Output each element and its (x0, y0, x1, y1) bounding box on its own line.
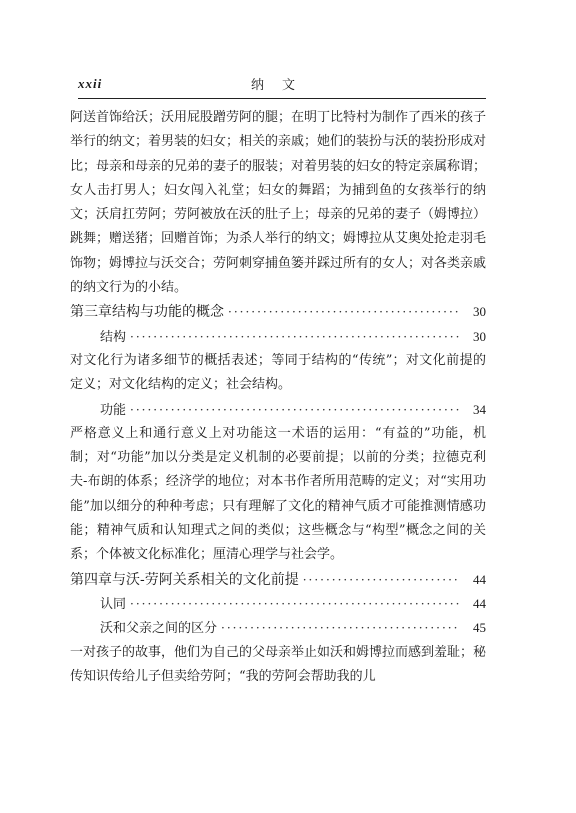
dot-leader (221, 616, 460, 640)
toc-page-number: 30 (473, 328, 486, 344)
toc-summary: 一对孩子的故事，他们为自己的父母亲举止如沃和姆博拉而感到羞耻；秘传知识传给儿子但卖给劳阿；“我的劳阿会帮助我的儿 (70, 644, 487, 684)
section-title: 结构 (100, 329, 127, 345)
dot-leader (303, 568, 460, 592)
toc-page-number: 44 (473, 595, 486, 611)
toc-page-number: 30 (473, 304, 486, 320)
chapter-title: 结构与功能的概念 (112, 304, 224, 321)
header-rule (78, 98, 486, 99)
toc-chapter (70, 300, 486, 324)
toc-section (70, 325, 486, 349)
toc-summary: 严格意义上和通行意义上对功能这一术语的运用：“有益的”功能，机制；对“功能”加以分类是定义机制的必要前提；以前的分类；拉德克利夫-布朗的体系；经济学的地位；对本书作者所用范畴的定义；对“实用功能”加以细分的种种考虑；只有理解了文化的精神气质才可能推测情感功能；精神气质和认知理式之间的类似；这些概念与“构型”概念之间的关系；个体被文化标准化；厘清心理学与社会学。 (70, 425, 486, 563)
running-title: 纳文 (250, 78, 313, 93)
table-of-contents (70, 106, 486, 689)
toc-section (70, 398, 486, 422)
toc-page-number: 34 (473, 401, 486, 417)
section-title: 认同 (100, 596, 127, 612)
toc-section (70, 616, 486, 640)
page-number: xxii (78, 76, 103, 91)
dot-leader (130, 592, 460, 616)
dot-leader (130, 398, 460, 422)
toc-chapter (70, 568, 486, 592)
toc-page-number: 45 (473, 620, 486, 636)
chapter-number: 第四章 (70, 571, 112, 588)
chapter-number: 第三章 (70, 304, 112, 321)
toc-summary: 对文化行为诸多细节的概括表述；等同于结构的“传统”；对文化前提的定义；对文化结构的定义；社会结构。 (70, 352, 486, 393)
section-title: 功能 (100, 402, 127, 418)
dot-leader (130, 325, 460, 349)
running-header (78, 74, 486, 96)
toc-page-number: 44 (473, 571, 486, 587)
section-title: 沃和父亲之间的区分 (100, 621, 218, 637)
dot-leader (228, 300, 460, 324)
toc-section (70, 592, 486, 616)
toc-summary: 阿送首饰给沃；沃用屁股蹭劳阿的腿；在明丁比特村为制作了西米的孩子举行的纳文；着男装的妇女；相关的亲戚；她们的装扮与沃的装扮形成对比；母亲和母亲的兄弟的妻子的服装；对着男装的妇女的特定亲属称谓；女人击打男人；妇女闯入礼堂；妇女的舞蹈；为捕到鱼的女孩举行的纳文；沃肩扛劳阿；劳阿被放在沃的肚子上；母亲的兄弟的妻子（姆博拉）跳舞；赠送猪；回赠首饰；为杀人举行的纳文；姆博拉从艾奥处抢走羽毛饰物；姆博拉与沃交合；劳阿刺穿捕鱼篓并踩过所有的女人；对各类亲戚的纳文行为的小结。 (70, 110, 487, 296)
chapter-title: 与沃-劳阿关系相关的文化前提 (112, 571, 299, 588)
